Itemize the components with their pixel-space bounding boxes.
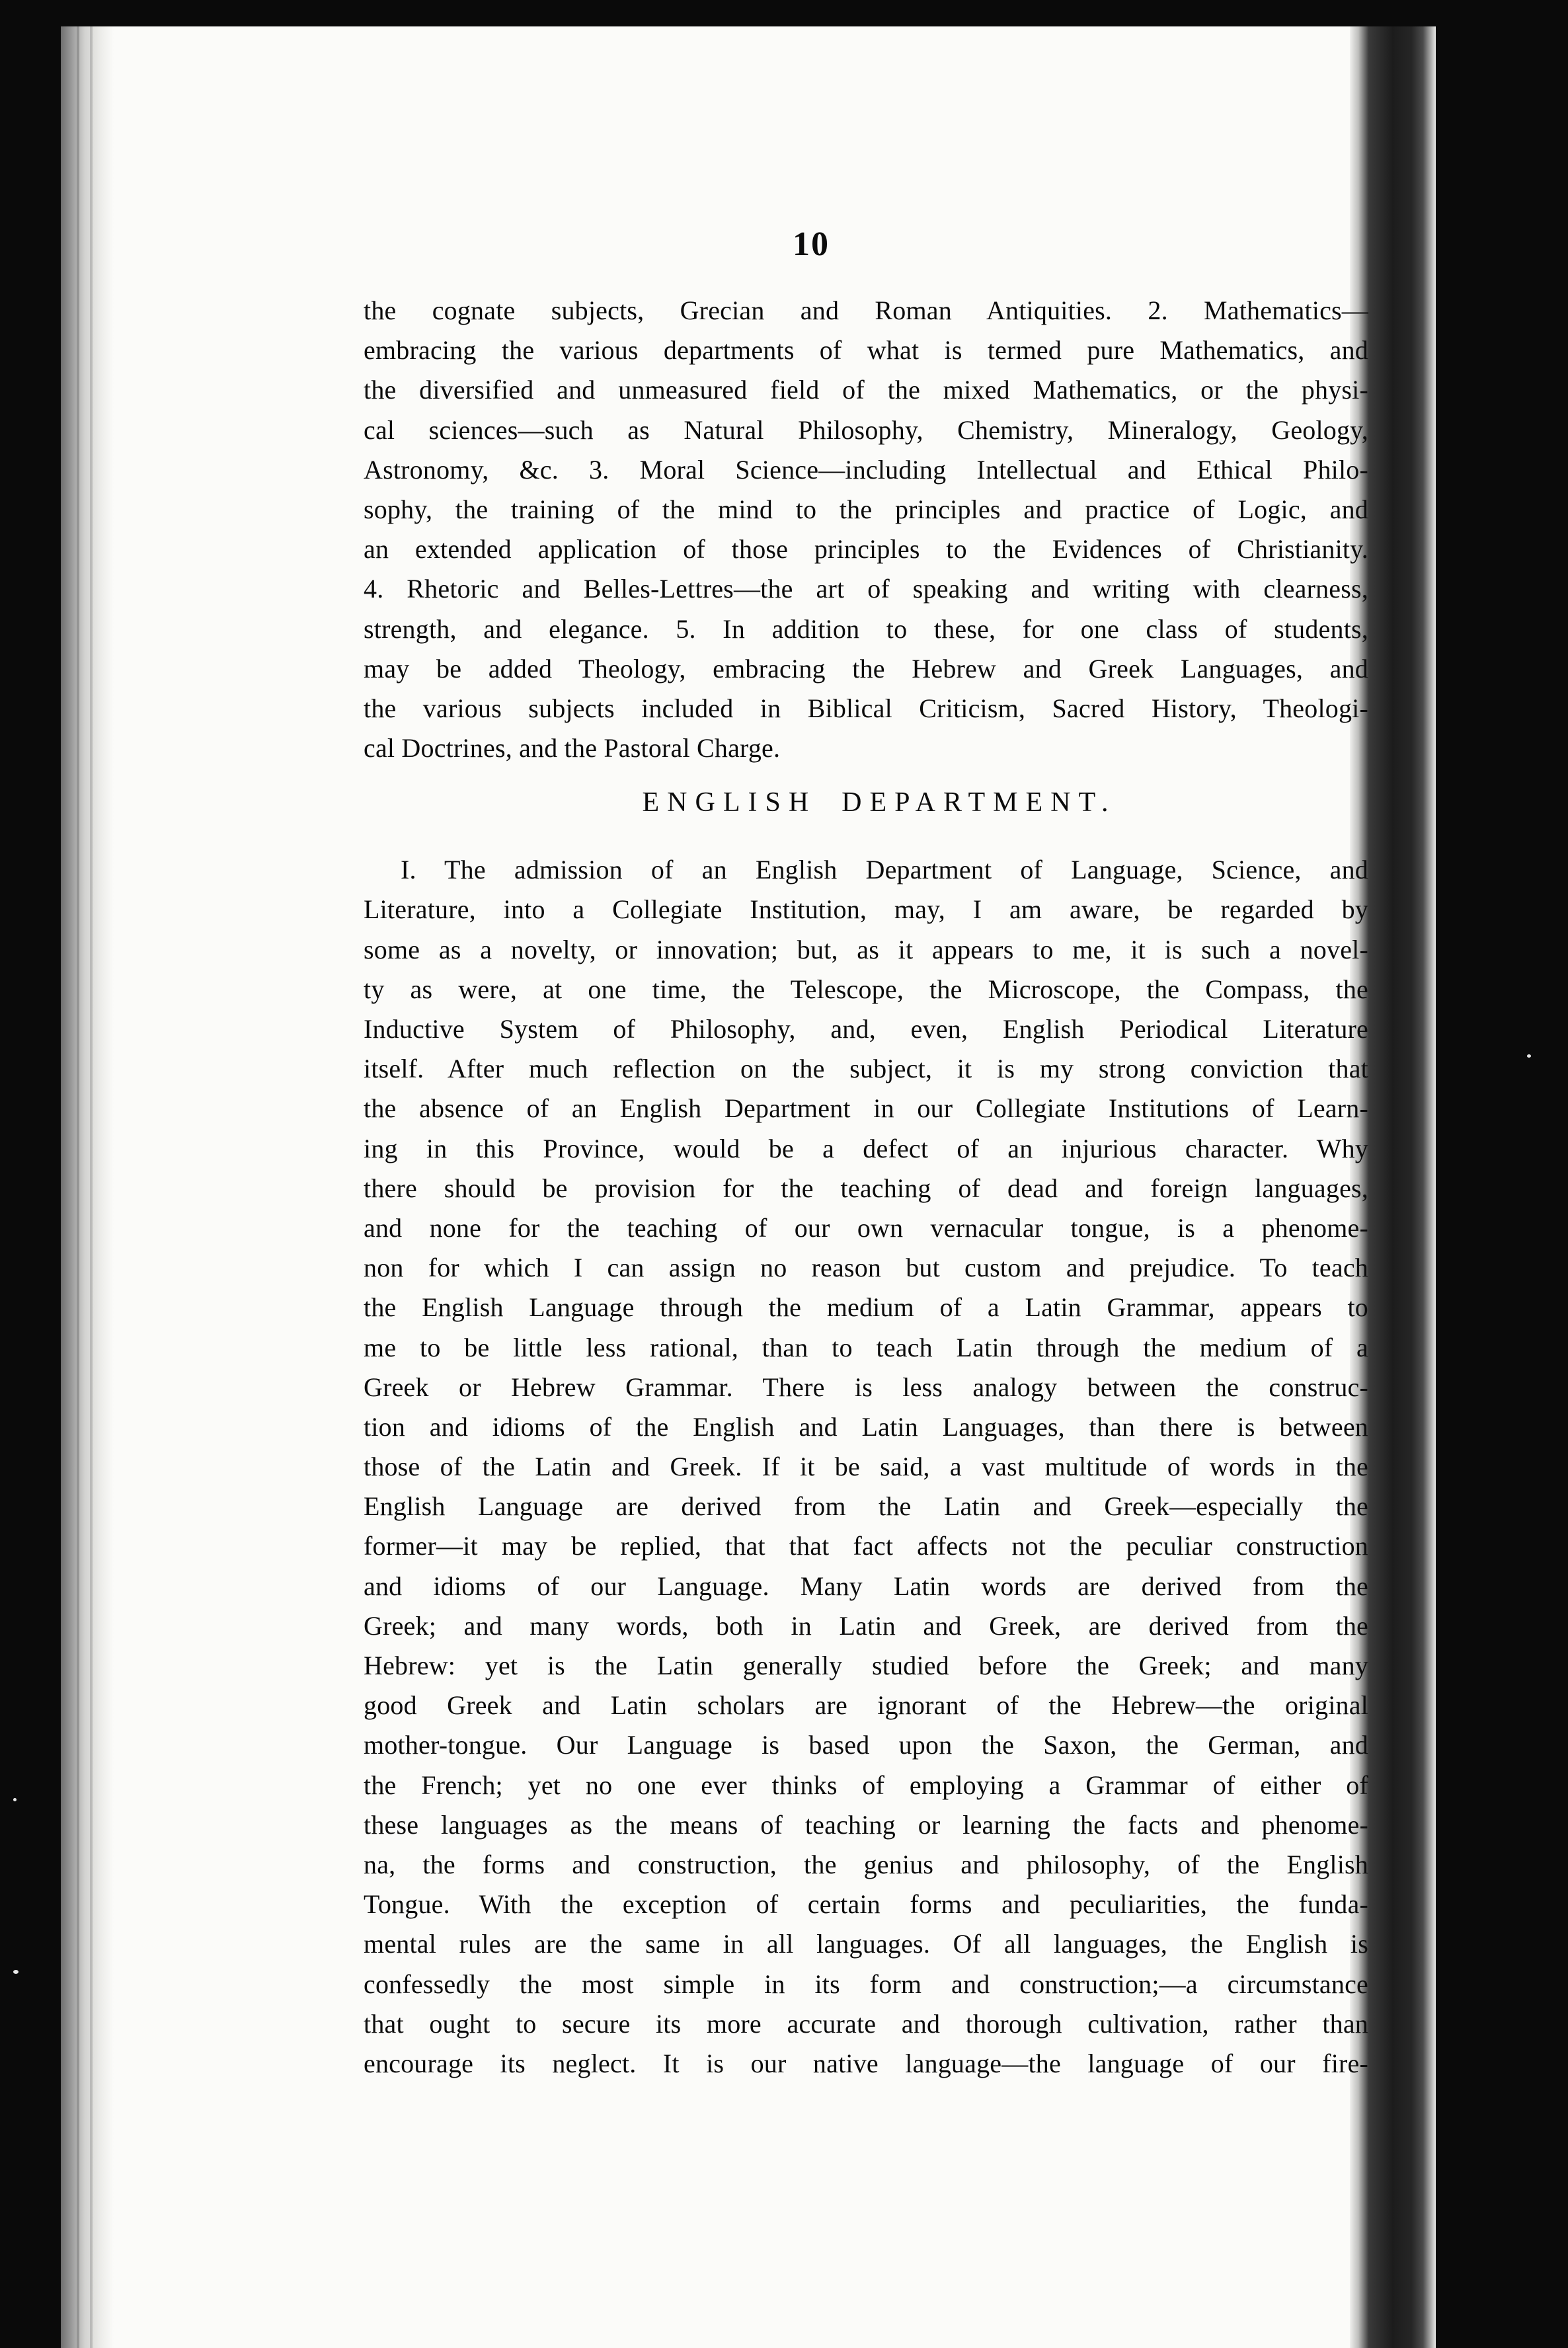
text-line: Greek; and many words, both in Latin and Greek, are derived from the	[364, 1610, 1368, 1641]
text-line: these languages as the means of teaching or learning the facts and phenome-	[364, 1809, 1368, 1840]
text-line: embracing the various departments of what is termed pure Mathematics, and	[364, 335, 1368, 366]
text-line: Tongue. With the exception of certain forms and peculiarities, the funda-	[364, 1889, 1368, 1920]
text-line: 4. Rhetoric and Belles-Lettres—the art of speaking and writing with clearness,	[364, 574, 1368, 604]
binding-line	[90, 26, 93, 2348]
text-line: former—it may be replied, that that fact affects not the peculiar construction	[364, 1531, 1368, 1561]
text-line: encourage its neglect. It is our native language—the language of our fire-	[364, 2048, 1368, 2078]
text-line: Hebrew: yet is the Latin generally studied before the Greek; and many	[364, 1651, 1368, 1680]
binding-shadow	[61, 26, 114, 2348]
scan-speck	[1527, 1054, 1531, 1058]
body-text	[364, 291, 1368, 2084]
binding-line	[77, 26, 79, 2348]
text-line: the French; yet no one ever thinks of employing a Grammar of either of	[364, 1770, 1368, 1800]
text-line: the diversified and unmeasured field of the mixed Mathematics, or the physi-	[364, 375, 1368, 405]
paragraph-english-department	[364, 850, 1368, 2084]
text-line: the cognate subjects, Grecian and Roman Antiquities. 2. Mathematics—	[364, 295, 1368, 325]
text-line: and idioms of our Language. Many Latin words are derived from the	[364, 1571, 1368, 1601]
text-line: confessedly the most simple in its form and construction;—a circumstance	[364, 1969, 1368, 1999]
heading-word: DEPARTMENT.	[842, 787, 1117, 818]
text-line: Astronomy, &c. 3. Moral Science—including Intellectual and Ethical Philo-	[364, 454, 1368, 485]
heading-word: ENGLISH	[642, 787, 817, 818]
paragraph-continued	[364, 291, 1368, 768]
text-line: an extended application of those principles to the Evidences of Christianity.	[364, 534, 1368, 565]
page-number: 10	[793, 225, 830, 263]
text-line: mental rules are the same in all languages. Of all languages, the English is	[364, 1929, 1368, 1959]
text-line: mother-tongue. Our Language is based upon the Saxon, the German, and	[364, 1730, 1368, 1760]
text-line: the absence of an English Department in our Collegiate Institutions of Learn-	[364, 1093, 1368, 1124]
text-line: some as a novelty, or innovation; but, as it appears to me, it is such a novel-	[364, 934, 1368, 964]
text-line: there should be provision for the teaching of dead and foreign languages,	[364, 1173, 1368, 1203]
text-line: that ought to secure its more accurate and thorough cultivation, rather than	[364, 2008, 1368, 2039]
text-line: itself. After much reflection on the subject, it is my strong conviction that	[364, 1054, 1368, 1084]
text-line: ty as were, at one time, the Telescope, the Microscope, the Compass, the	[364, 974, 1368, 1004]
text-line: may be added Theology, embracing the Hebrew and Greek Languages, and	[364, 653, 1368, 684]
scan-speck	[13, 1970, 19, 1974]
text-line: and none for the teaching of our own vernacular tongue, is a phenome-	[364, 1212, 1368, 1243]
text-line: I. The admission of an English Department of Language, Science, and	[401, 855, 1368, 885]
text-line: those of the Latin and Greek. If it be said, a vast multitude of words in the	[364, 1452, 1368, 1482]
section-heading	[364, 783, 1368, 822]
text-line: cal sciences—such as Natural Philosophy, Chemistry, Mineralogy, Geology,	[364, 414, 1368, 445]
text-line: ing in this Province, would be a defect of an injurious character. Why	[364, 1133, 1368, 1163]
text-line: cal Doctrines, and the Pastoral Charge.	[364, 733, 781, 763]
text-line: the various subjects included in Biblical Criticism, Sacred History, Theologi-	[364, 693, 1368, 723]
text-line: sophy, the training of the mind to the principles and practice of Logic, and	[364, 494, 1368, 524]
text-line: Inductive System of Philosophy, and, even, English Periodical Literature	[364, 1014, 1368, 1044]
text-line: Literature, into a Collegiate Institution, may, I am aware, be regarded by	[364, 894, 1368, 925]
text-line: Greek or Hebrew Grammar. There is less analogy between the construc-	[364, 1372, 1368, 1402]
text-line: na, the forms and construction, the genius and philosophy, of the English	[364, 1849, 1368, 1879]
scan-speck	[13, 1798, 17, 1801]
scanned-page	[61, 26, 1436, 2348]
text-line: tion and idioms of the English and Latin Languages, than there is between	[364, 1411, 1368, 1442]
text-line: strength, and elegance. 5. In addition to these, for one class of students,	[364, 613, 1368, 644]
text-line: good Greek and Latin scholars are ignorant of the Hebrew—the original	[364, 1690, 1368, 1721]
text-line: non for which I can assign no reason but custom and prejudice. To teach	[364, 1253, 1368, 1283]
text-line: me to be little less rational, than to teach Latin through the medium of a	[364, 1332, 1368, 1362]
text-line: the English Language through the medium of a Latin Grammar, appears to	[364, 1292, 1368, 1323]
text-line: English Language are derived from the Latin and Greek—especially the	[364, 1491, 1368, 1522]
